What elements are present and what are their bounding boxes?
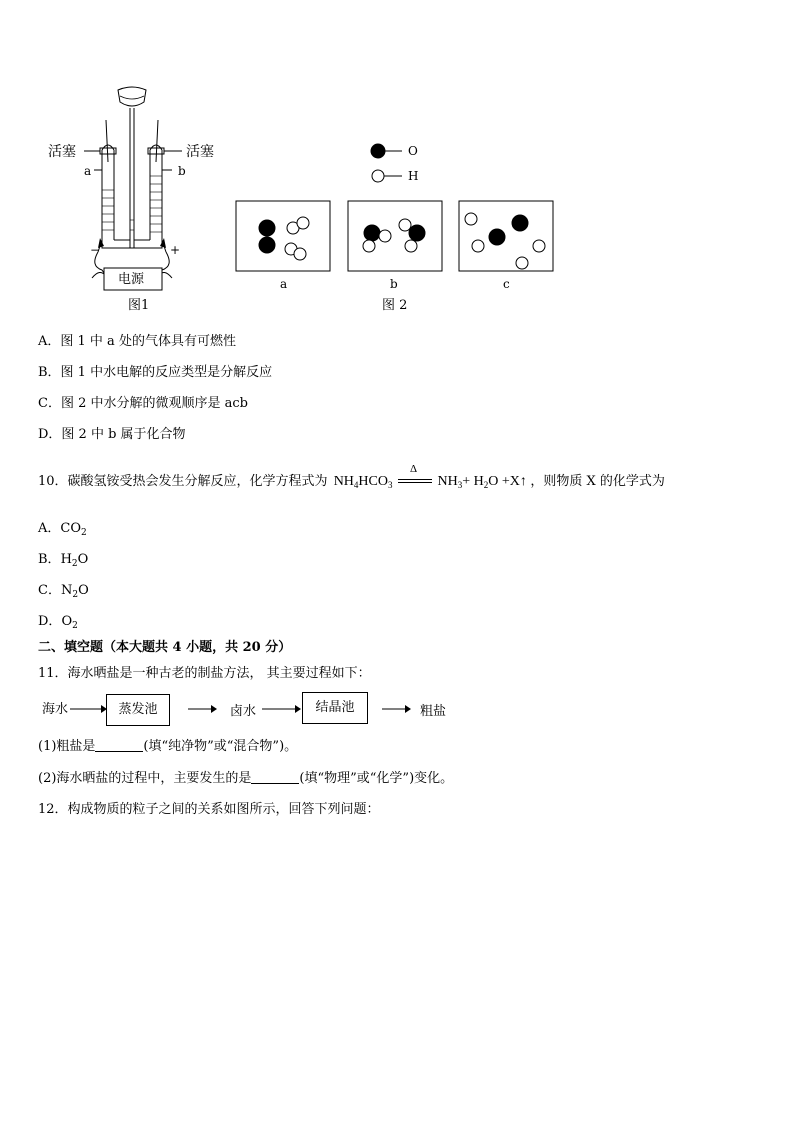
panel-c-label: c [503, 277, 510, 291]
figure-1-caption: 图1 [128, 298, 150, 313]
q9-option-b: B．图 1 中水电解的反应类型是分解反应 [38, 365, 273, 380]
legend-oxygen-label: O [408, 144, 418, 158]
q11-stem: 11．海水晒盐是一种古老的制盐方法， 其主要过程如下： [38, 666, 371, 681]
q10-option-b: B．$H_2O$ [38, 552, 89, 569]
molecule-models-drawing [230, 138, 560, 278]
minus-sign: − [90, 243, 101, 257]
q10-option-d: D．$O_2$ [38, 614, 78, 631]
q10-option-c: C．$N_2O$ [38, 583, 89, 600]
answer-blank-1[interactable] [95, 739, 143, 752]
q9-option-d: D．图 2 中 b 属于化合物 [38, 427, 186, 442]
flow-step-brine: 卤水 [230, 704, 257, 719]
figure-1 [40, 80, 240, 320]
flow-step-crystallization-pond: 结晶池 [302, 692, 368, 724]
power-supply-label: 电源 [118, 272, 145, 287]
plus-sign: + [170, 243, 181, 257]
tube-b-label: b [178, 164, 186, 178]
q10-stem [38, 463, 665, 490]
tube-a-label: a [84, 164, 92, 178]
flow-step-crude-salt: 粗盐 [420, 704, 447, 719]
flow-arrow-2 [188, 703, 218, 715]
figure-2 [230, 138, 560, 318]
flow-arrow-3 [262, 703, 302, 715]
salt-process-flow [38, 690, 458, 730]
flow-step-evaporation-pond: 蒸发池 [106, 694, 170, 726]
q10-suffix: ，则物质 X 的化学式为 [530, 474, 665, 489]
q10-option-a: A．$CO_2$ [38, 521, 87, 538]
panel-a-label: a [280, 277, 288, 291]
flow-arrow-4 [382, 703, 412, 715]
reaction-arrow [396, 463, 434, 487]
q10-prefix: 10．碳酸氢铵受热会发生分解反应，化学方程式为 [38, 474, 328, 489]
q11-part-1: (1)粗盐是 (填“纯净物”或“混合物”)。 [38, 739, 298, 754]
stopcock-left-label: 活塞 [48, 144, 76, 160]
q9-option-a: A．图 1 中 a 处的气体具有可燃性 [38, 334, 236, 349]
answer-blank-2[interactable] [251, 771, 299, 784]
q12-stem: 12．构成物质的粒子之间的关系如图所示，回答下列问题： [38, 802, 380, 817]
flow-arrow-1 [70, 703, 108, 715]
stopcock-right-label: 活塞 [186, 144, 214, 160]
figure-2-caption: 图 2 [382, 298, 408, 313]
flow-step-seawater: 海水 [42, 702, 69, 717]
legend-hydrogen-label: H [408, 169, 419, 183]
q9-option-c: C．图 2 中水分解的微观顺序是 acb [38, 396, 248, 411]
q11-part-2: (2)海水晒盐的过程中，主要发生的是 (填“物理”或“化学”)变化。 [38, 771, 454, 786]
section-2-title: 二、填空题（本大题共 4 小题，共 20 分） [38, 640, 292, 655]
panel-b-label: b [390, 277, 398, 291]
chemical-equation: $NH_4HCO_3$ Δ $NH_3+ H_2O$ +X↑ [333, 463, 531, 490]
heat-condition: Δ [409, 463, 418, 475]
